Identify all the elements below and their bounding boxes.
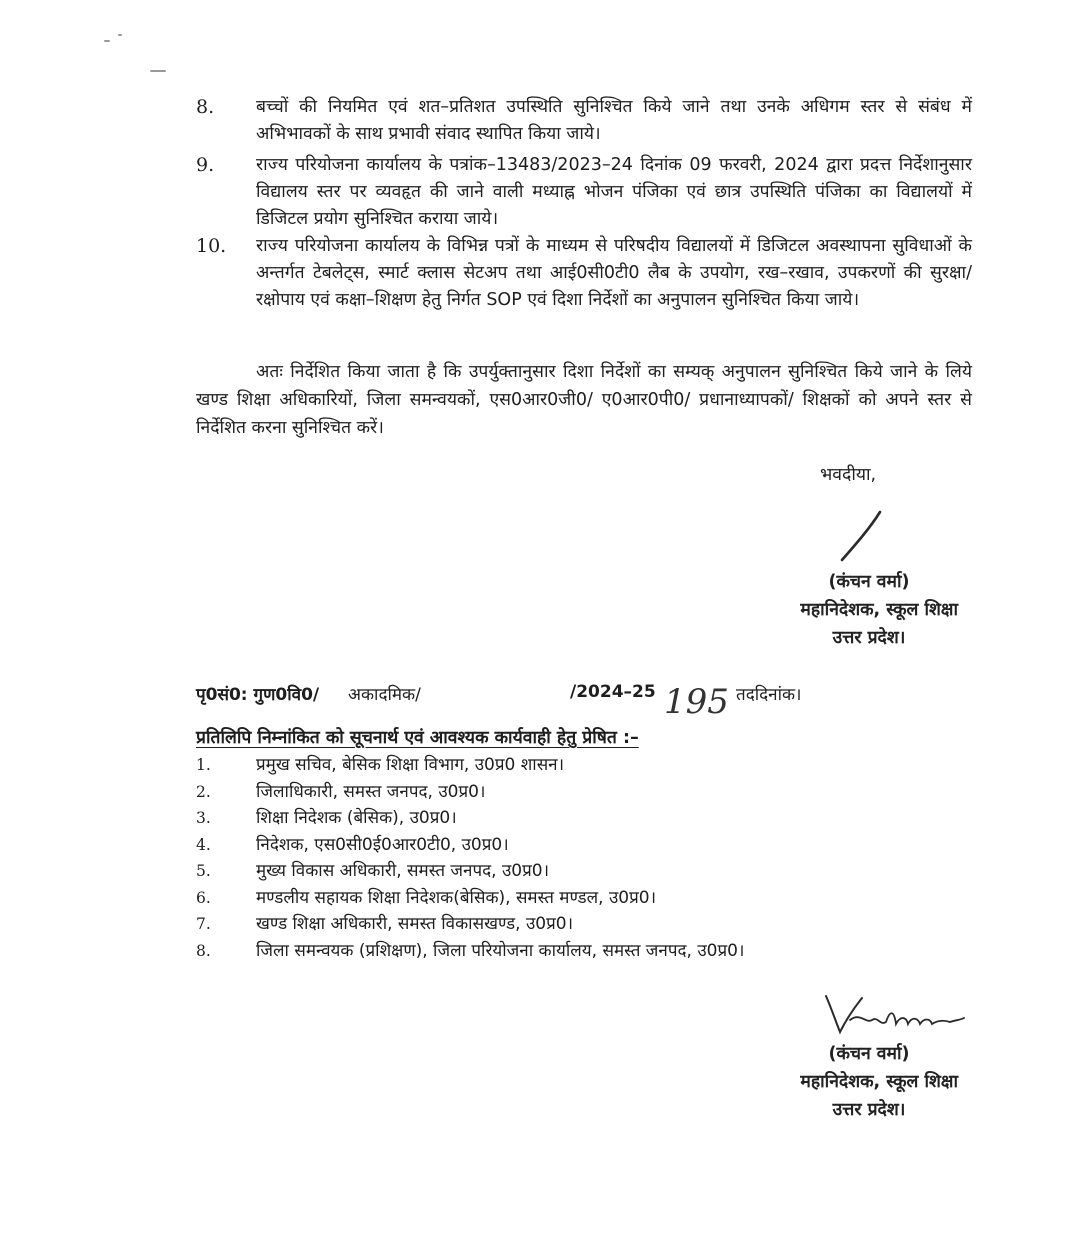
scan-speck bbox=[150, 70, 166, 72]
list-item-number: 2. bbox=[196, 782, 211, 801]
reference-number: 195 bbox=[664, 682, 729, 722]
list-item-text: प्रमुख सचिव, बेसिक शिक्षा विभाग, उ0प्र0 शासन। bbox=[256, 755, 565, 775]
list-item-number: 3. bbox=[196, 809, 211, 827]
list-item-text: जिलाधिकारी, समस्त जनपद, उ0प्र0। bbox=[256, 781, 486, 802]
signatory-designation: महानिदेशक, स्कूल शिक्षा bbox=[800, 1072, 958, 1092]
list-item-number: 8. bbox=[196, 941, 211, 960]
list-item-text: मण्डलीय सहायक शिक्षा निदेशक(बेसिक), समस्त मण्डल, उ0प्र0। bbox=[256, 887, 657, 908]
list-item-text: निदेशक, एस0सी0ई0आर0टी0, उ0प्र0। bbox=[256, 834, 509, 855]
instruction-number: 8. bbox=[196, 96, 215, 118]
list-item bbox=[196, 779, 956, 806]
copy-recipient-list bbox=[196, 752, 956, 964]
signatory-state: उत्तर प्रदेश। bbox=[832, 628, 906, 648]
list-item-number: 1. bbox=[196, 756, 211, 774]
list-item bbox=[196, 911, 956, 938]
signature-block-copy bbox=[740, 1040, 958, 1124]
signatory-state: उत्तर प्रदेश। bbox=[832, 1100, 906, 1120]
signatory-name: (कंचन वर्मा) bbox=[828, 1044, 910, 1064]
signatory-name: (कंचन वर्मा) bbox=[828, 572, 910, 592]
list-item bbox=[196, 832, 956, 859]
closing-paragraph: अतः निर्देशित किया जाता है कि उपर्युक्तानुसार दिशा निर्देशों का सम्यक् अनुपालन सुनिश्चित किये जाने के लिये खण्ड शिक्षा अधिकारियों, जिला समन्वयकों, एस0आर0जी0/ ए0आर0पी0/ प्रधानाध्यापकों/ शिक्षकों को अपने स्तर से निर्देशित करना सुनिश्चित करें। bbox=[196, 362, 972, 438]
list-item bbox=[196, 805, 956, 832]
list-item-number: 4. bbox=[196, 835, 211, 854]
list-item bbox=[196, 858, 956, 885]
salutation: भवदीया, bbox=[820, 465, 877, 485]
list-item-text: खण्ड शिक्षा अधिकारी, समस्त विकासखण्ड, उ0प्र0। bbox=[256, 914, 574, 934]
copy-heading: प्रतिलिपि निम्नांकित को सूचनार्थ एवं आवश्यक कार्यवाही हेतु प्रेषित :– bbox=[196, 728, 639, 748]
instruction-item-10 bbox=[196, 233, 972, 314]
list-item bbox=[196, 938, 956, 965]
reference-line bbox=[196, 670, 876, 722]
instruction-text: राज्य परियोजना कार्यालय के पत्रांक–13483/2023–24 दिनांक 09 फरवरी, 2024 द्वारा प्रदत्त निर्देशानुसार विद्यालय स्तर पर व्यवहृत की जाने वाली मध्याह्न भोजन पंजिका एवं छात्र उपस्थिति पंजिका का विद्यालयों में डिजिटल प्रयोग सुनिश्चित कराया जाये। bbox=[256, 155, 972, 229]
signature-block bbox=[740, 568, 958, 652]
scan-speck bbox=[104, 40, 110, 42]
instruction-text: राज्य परियोजना कार्यालय के विभिन्न पत्रों के माध्यम से परिषदीय विद्यालयों में डिजिटल अवस्थापना सुविधाओं के अन्तर्गत टेबलेट्स, स्मार्ट क्लास सेटअप तथा आई0सी0टी0 लैब के उपयोग, रख–रखाव, उपकरणों की सुरक्षा/रक्षोपाय एवं कक्षा–शिक्षण हेतु निर्गत SOP एवं दिशा निर्देशों का अनुपालन सुनिश्चित किया जाये। bbox=[256, 236, 972, 310]
reference-dated: तददिनांक। bbox=[736, 685, 802, 705]
signatory-designation: महानिदेशक, स्कूल शिक्षा bbox=[800, 600, 958, 620]
list-item-text: मुख्य विकास अधिकारी, समस्त जनपद, उ0प्र0। bbox=[256, 861, 550, 881]
instruction-item-9 bbox=[196, 152, 972, 233]
instruction-number: 9. bbox=[196, 154, 215, 176]
instruction-item-8 bbox=[196, 94, 972, 148]
list-item-number: 5. bbox=[196, 862, 211, 880]
reference-session: /2024–25 bbox=[570, 682, 656, 702]
instruction-number: 10. bbox=[196, 235, 227, 257]
instruction-text: बच्चों की नियमित एवं शत–प्रतिशत उपस्थिति सुनिश्चित किये जाने तथा उनके अधिगम स्तर से संबंध में अभिभावकों के साथ प्रभावी संवाद स्थापित किया जाये। bbox=[256, 97, 972, 144]
list-item-text: जिला समन्वयक (प्रशिक्षण), जिला परियोजना कार्यालय, समस्त जनपद, उ0प्र0। bbox=[256, 940, 745, 961]
reference-section: अकादमिक/ bbox=[348, 685, 421, 705]
reference-prefix: पृ0सं0: गुण0वि0/ bbox=[196, 685, 320, 705]
handwritten-signature bbox=[820, 990, 970, 1040]
list-item bbox=[196, 885, 956, 912]
list-item-number: 6. bbox=[196, 888, 211, 907]
list-item-text: शिक्षा निदेशक (बेसिक), उ0प्र0। bbox=[256, 808, 457, 828]
scan-speck bbox=[118, 34, 122, 36]
list-item-number: 7. bbox=[196, 915, 211, 933]
signature-stroke bbox=[834, 508, 886, 564]
list-item bbox=[196, 752, 956, 779]
